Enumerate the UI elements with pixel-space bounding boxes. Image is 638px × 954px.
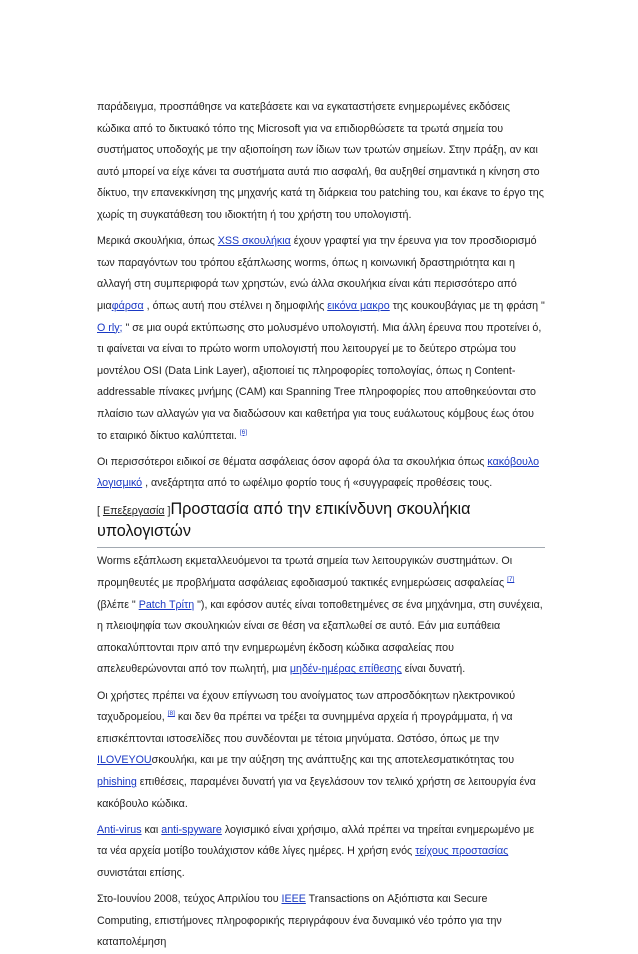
link-anti-spyware[interactable]: anti-spyware <box>161 823 222 836</box>
paragraph-text: και δεν θα πρέπει να τρέξει τα συνημμένα αρχεία ή προγράμματα, ή να επισκέπτονται ιστοσελίδες που συνδέονται με τέτοια μηνύματα. Ωστόσο, όπως με την <box>97 711 513 745</box>
link-o-rly[interactable]: O rly; <box>97 321 123 334</box>
paragraph-text: , ανεξάρτητα από το ωφέλιμο φορτίο τους ή «συγγραφείς προθέσεις τους. <box>142 477 493 490</box>
paragraph-text: Μερικά σκουλήκια, όπως <box>97 235 218 248</box>
paragraph-experts <box>97 452 545 495</box>
reference-8-link[interactable]: [8] <box>167 710 175 718</box>
reference-7-link[interactable]: [7] <box>507 576 515 584</box>
link-hoax[interactable]: φάρσα <box>111 299 144 312</box>
link-firewall[interactable]: τείχους προστασίας <box>415 845 509 858</box>
paragraph-text: ίδιων των τρωτών σημείων. Στην πράξη, αν και αυτό μπορεί να είχε κάνει τα συστήματα αυτά πιο ασφαλή, θα αυξηθεί σημαντικά η κίνηση στο δίκτυο, την επανεκκίνηση της μηχανής κατά τη διάρκεια του patching του, και έκανε το έργο της χωρίς τη συγκατάθεση του ιδιοκτήτη ή του χρήστη του υπολογιστή. <box>97 144 544 221</box>
reference-6-link[interactable]: [6] <box>239 428 248 436</box>
section-title: Προστασία από την επικίνδυνη σκουλήκια υπολογιστών <box>97 500 471 541</box>
paragraph-text: , όπως αυτή που στέλνει η δημοφιλής <box>143 299 328 312</box>
link-image-macro[interactable]: εικόνα μακρο <box>327 299 390 312</box>
heading-underline <box>97 547 545 548</box>
link-zero-day-attack[interactable]: μηδέν-ημέρας επίθεσης <box>289 663 402 676</box>
link-malware[interactable]: κακόβουλο λογισμικό <box>97 455 540 490</box>
link-anti-virus[interactable]: Anti-virus <box>97 823 142 836</box>
paragraph-ieee <box>97 889 545 954</box>
article-body <box>97 97 545 954</box>
paragraph-research-worms <box>97 231 545 447</box>
paragraph-text: λογισμικό είναι χρήσιμο, αλλά πρέπει να τηρείται ενημερωμένο με τα νέα αρχεία μοτίβο τουλάχιστον κάθε λίγες ημέρες. Η χρήση ενός <box>97 823 535 858</box>
section-heading <box>97 499 545 543</box>
link-iloveyou[interactable]: ILOVEYOU <box>97 754 152 767</box>
emphasis-text: των <box>295 144 313 157</box>
edit-section-link[interactable]: Επεξεργασία <box>102 505 165 518</box>
link-xss-worms[interactable]: XSS σκουλήκια <box>217 235 291 248</box>
link-ieee[interactable]: IEEE <box>281 893 306 906</box>
paragraph-users-email <box>97 686 545 816</box>
link-phishing[interactable]: phishing <box>97 776 137 788</box>
paragraph-text: σκουλήκι, και με την αύξηση της ανάπτυξης και της αποτελεσματικότητας του <box>151 754 515 767</box>
paragraph-vulnerabilities <box>97 551 545 681</box>
paragraph-text: επιθέσεις, παραμένει δυνατή για να ξεγελάσουν τον τελικό χρήστη σε λειτουργία ένα κακόβουλο κώδικα. <box>97 776 536 810</box>
paragraph-text: της κουκουβάγιας με τη φράση " <box>389 299 545 312</box>
edit-bracket-open: [ <box>97 505 103 518</box>
paragraph-text: (βλέπε " <box>97 598 139 611</box>
paragraph-text: και <box>141 823 162 836</box>
paragraph-patching <box>97 97 545 227</box>
edit-bracket-close: ] <box>164 505 171 518</box>
link-patch-tuesday[interactable]: Patch Τρίτη <box>138 598 195 611</box>
paragraph-text: παράδειγμα, προσπάθησε να κατεβάσετε και να εγκαταστήσετε ενημερωμένες εκδόσεις κώδικα από το δικτυακό τόπο της Microsoft για να επιδιορθώσετε τα τρωτά σημεία του συστήματος υποδοχής με την αξιοποίηση <box>97 101 510 157</box>
paragraph-text: " σε μια ουρά εκτύπωσης στο μολυσμένο υπολογιστή. Μια άλλη έρευνα που προτείνει ό, τι φαίνεται να είναι το πρώτο worm υπολογιστή που λειτουργεί με το δεύτερο στρώμα του μοντέλου OSI (Data Link Layer), αξιοποιεί τις πληροφορίες τοπολογίας, όπως η Content-addressable πίνακες μνήμης (CAM) και Spanning Tree πληροφορίες που αποθηκεύονται στο πλαίσιο των αλλαγών για να διαδώσουν και καθετήρα για τους ευάλωτους κόμβους έως ότου το εταιρικό δίκτυο καλύπτεται. <box>97 321 542 442</box>
paragraph-text: έχουν γραφτεί για την έρευνα για τον προσδιορισμό των παραγόντων του τρόπου εξάπλωσης worms, όπως η κοινωνική δραστηριότητα και η αλλαγή στη συμπεριφορά των χρηστών, ενώ άλλα σκουλήκια είναι κάτι περισσότερο από μια <box>97 235 537 312</box>
paragraph-text: "), και εφόσον αυτές είναι τοποθετημένες σε ένα μηχάνημα, στη συνέχεια, η πλειοψηφία των σκουληκιών είναι σε θέση να εξαπλωθεί σε αυτό. Εάν μια ευπάθεια αποκαλύπτονται πριν από την ενημερωμένη έκδοση κώδικα ασφαλείας που απελευθερώνονται από τον πωλητή, μια <box>97 598 543 676</box>
paragraph-text: συνιστάται επίσης. <box>97 866 185 879</box>
paragraph-text: Transactions on Αξιόπιστα και Secure Computing, επιστήμονες πληροφορικής περιγράφουν ένα δυναμικό νέο τρόπο για την καταπολέμηση <box>97 893 502 949</box>
paragraph-antivirus <box>97 820 545 885</box>
paragraph-text: Οι περισσότεροι ειδικοί σε θέματα ασφάλειας όσον αφορά όλα τα σκουλήκια όπως <box>97 455 488 468</box>
paragraph-text: Worms εξάπλωση εκμεταλλευόμενοι τα τρωτά σημεία των λειτουργικών συστημάτων. Οι προμηθευτές με προβλήματα ασφάλειας εφοδιασμού τακτικές ενημερώσεις ασφαλείας <box>97 555 513 590</box>
paragraph-text: Οι χρήστες πρέπει να έχουν επίγνωση του ανοίγματος των απροσδόκητων ηλεκτρονικού ταχυδρομείου, <box>97 689 516 724</box>
paragraph-text: Στο-Ιουνίου 2008, τεύχος Απριλίου του <box>97 893 282 906</box>
paragraph-text: είναι δυνατή. <box>401 663 466 676</box>
